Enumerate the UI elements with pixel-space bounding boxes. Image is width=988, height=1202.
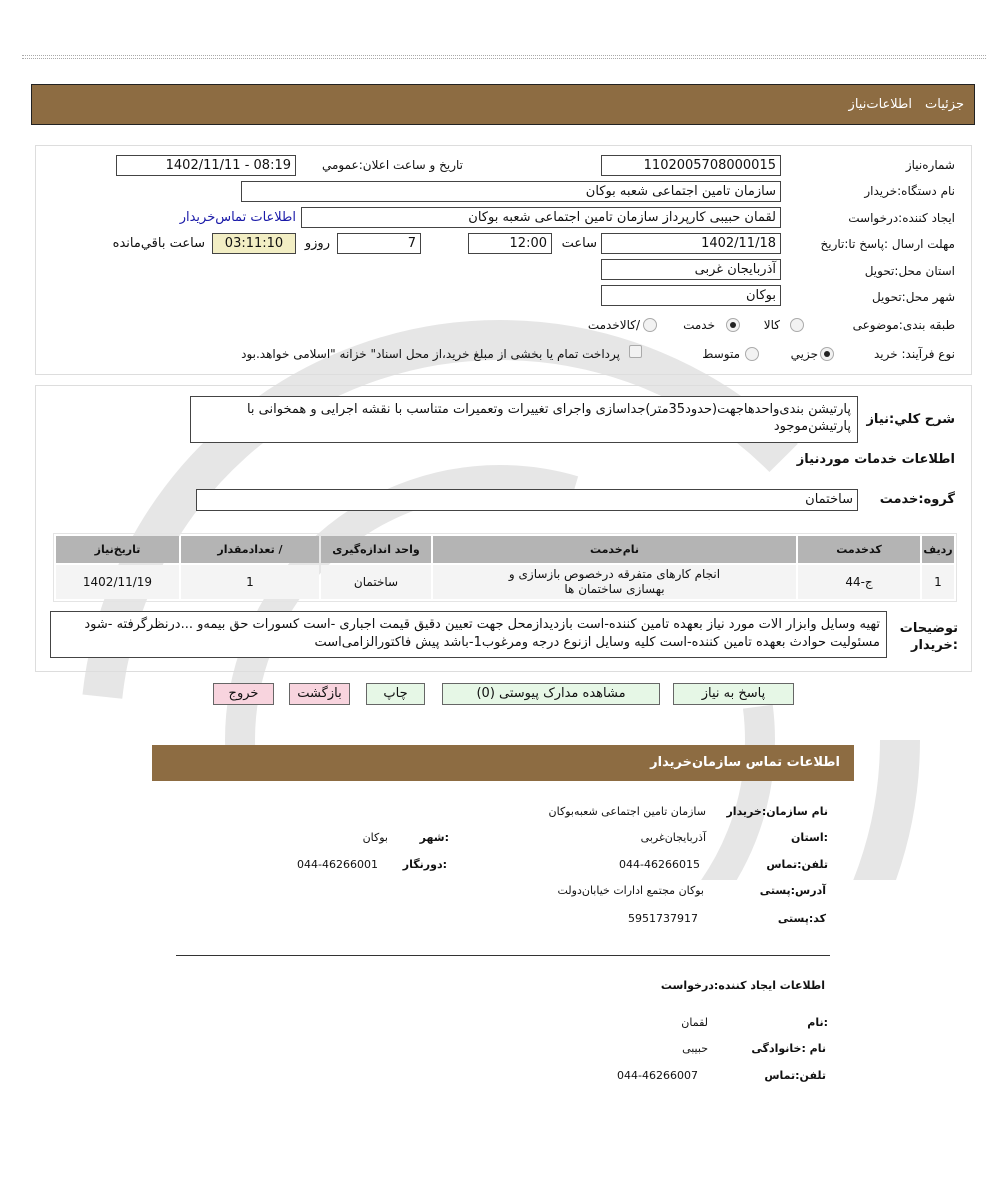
phone-label: تلفن:تماس: [766, 858, 828, 871]
table-header-row: [56, 536, 954, 563]
services-table-wrap: [53, 533, 957, 602]
family-value: حبیبی: [682, 1042, 708, 1055]
postal-value: 5951737917: [628, 912, 698, 925]
treasury-text: پرداخت تمام یا بخشی از مبلغ خرید،از محل اسناد" خزانه "اسلامی خواهد.بود: [241, 347, 620, 361]
col-unit: واحد اندازه‌گیری: [321, 536, 431, 563]
services-title: اطلاعات خدمات موردنیاز: [796, 452, 955, 467]
city-label: شهر محل:تحویل: [871, 290, 955, 304]
cell-date: 1402/11/19: [56, 565, 179, 599]
cell-name: انجام کارهای متفرقه درخصوص بازسازی و بهسازی ساختمان ها: [433, 565, 796, 599]
notes-field[interactable]: تهیه وسایل وابزار الات مورد نیاز بعهده تامین کننده-است بازدیدازمحل جهت تعیین دقیق قیمت اجباری -است کسورات حق بیمه‌و ...درنظرگرفته -شود مسئولیت حوادث بعهده تامین کننده-است کلیه وسایل ازنوع درجه ومرغوب1-باشد پیش فاکتورالزامی‌است: [50, 611, 887, 658]
province-field[interactable]: آذربایجان غربی: [601, 259, 781, 280]
category-goods-service-radio[interactable]: [643, 318, 657, 332]
col-qty: / تعدادمقدار: [181, 536, 319, 563]
header-tab-need-info[interactable]: اطلاعات‌نیاز: [848, 97, 912, 112]
category-label: طبقه بندی:موضوعی: [852, 318, 955, 332]
creator-phone-label: تلفن:تماس: [764, 1069, 826, 1082]
cell-unit: ساختمان: [321, 565, 431, 599]
buyer-label: نام دستگاه:خریدار: [864, 184, 955, 198]
creator-info-title: اطلاعات ایجاد کننده:درخواست: [660, 979, 825, 992]
org-value: سازمان تامین اجتماعی شعبه‌بوکان: [548, 805, 706, 818]
announce-field[interactable]: 1402/11/11 - 08:19: [116, 155, 296, 176]
org-label: نام سازمان:خریدار: [726, 805, 828, 818]
group-label: گروه:خدمت: [879, 492, 955, 507]
table-row: [56, 565, 954, 599]
name-label: :نام: [807, 1016, 828, 1029]
address-value: بوکان مجتمع ادارات خیابان‌دولت: [557, 884, 704, 897]
cell-row: 1: [922, 565, 954, 599]
city-contact-label: :شهر: [419, 831, 449, 844]
top-divider: [22, 55, 986, 59]
postal-label: کد:پستی: [777, 912, 826, 925]
need-info-panel: [35, 145, 972, 375]
attachments-button[interactable]: مشاهده مدارک پیوستی (0): [442, 683, 660, 705]
province-contact-value: آذربایجان‌غربی: [640, 831, 706, 844]
category-goods-service-label: /کالاخدمت: [587, 318, 640, 332]
contact-title: اطلاعات تماس سازمان‌خریدار: [650, 755, 840, 770]
services-table: [54, 534, 956, 601]
cell-qty: 1: [181, 565, 319, 599]
process-medium-radio[interactable]: [745, 347, 759, 361]
cell-code: ج-44: [798, 565, 920, 599]
phone-value: 044-46266015: [619, 858, 700, 871]
creator-phone-value: 044-46266007: [617, 1069, 698, 1082]
col-name: نام‌خدمت: [433, 536, 796, 563]
fax-label: :دورنگار: [402, 858, 447, 871]
group-field[interactable]: ساختمان: [196, 489, 858, 511]
process-minor-label: جزیي: [790, 347, 818, 361]
creator-field[interactable]: لقمان حبیبی کارپرداز سازمان تامین اجتماعی شعبه بوکان: [301, 207, 781, 228]
fax-value: 044-46266001: [297, 858, 378, 871]
deadline-label: مهلت ارسال :پاسخ تا:تاریخ: [820, 237, 955, 251]
province-contact-label: :استان: [791, 831, 828, 844]
header-tab-details[interactable]: جزئیات: [925, 97, 964, 112]
buyer-field[interactable]: سازمان تامین اجتماعی شعبه بوکان: [241, 181, 781, 202]
reply-button[interactable]: پاسخ به نیاز: [673, 683, 794, 705]
treasury-checkbox[interactable]: [629, 345, 642, 358]
page-header: [31, 84, 975, 125]
print-button[interactable]: چاپ: [366, 683, 425, 705]
contact-header: [152, 745, 854, 781]
process-medium-label: متوسط: [702, 347, 740, 361]
description-label: شرح کلي:نیاز: [866, 412, 955, 427]
back-button[interactable]: بازگشت: [289, 683, 350, 705]
address-label: آدرس:پستی: [759, 884, 826, 897]
col-code: کدخدمت: [798, 536, 920, 563]
exit-button[interactable]: خروج: [213, 683, 274, 705]
category-service-radio[interactable]: [726, 318, 740, 332]
buyer-contact-link[interactable]: اطلاعات تماس‌خریدار: [179, 210, 296, 225]
notes-label: توضیحات :خریدار: [899, 621, 958, 653]
process-minor-radio[interactable]: [820, 347, 834, 361]
name-value: لقمان: [681, 1016, 708, 1029]
category-goods-radio[interactable]: [790, 318, 804, 332]
remaining-time-field: 03:11:10: [212, 233, 296, 254]
remaining-label: ساعت باقي‌مانده: [112, 236, 205, 251]
category-service-label: خدمت: [683, 318, 715, 332]
need-number-field[interactable]: 1102005708000015: [601, 155, 781, 176]
description-field[interactable]: پارتیشن بندی‌واحدهاجهت(حدود35متر)جداسازی واجرای تغییرات وتعمیرات متناسب با نقشه اجرایی و همخوانی با پارتیشن‌موجود: [190, 396, 858, 443]
need-number-label: شماره‌نیاز: [905, 158, 955, 172]
deadline-date-field[interactable]: 1402/11/18: [601, 233, 781, 254]
days-label: روزو: [304, 236, 330, 251]
col-date: تاریخ‌نیاز: [56, 536, 179, 563]
announce-label: تاریخ و ساعت اعلان:عمومي: [321, 158, 463, 172]
family-label: نام :خانوادگی: [751, 1042, 826, 1055]
contact-divider: [176, 955, 830, 956]
city-contact-value: بوکان: [362, 831, 388, 844]
process-label: نوع فرآیند: خرید: [874, 347, 955, 361]
time-label: ساعت: [561, 236, 597, 251]
city-field[interactable]: بوکان: [601, 285, 781, 306]
deadline-time-field[interactable]: 12:00: [468, 233, 552, 254]
creator-label: ایجاد کننده:درخواست: [848, 211, 955, 225]
days-field[interactable]: 7: [337, 233, 421, 254]
col-row: ردیف: [922, 536, 954, 563]
category-goods-label: کالا: [763, 318, 780, 332]
province-label: استان محل:تحویل: [864, 264, 955, 278]
